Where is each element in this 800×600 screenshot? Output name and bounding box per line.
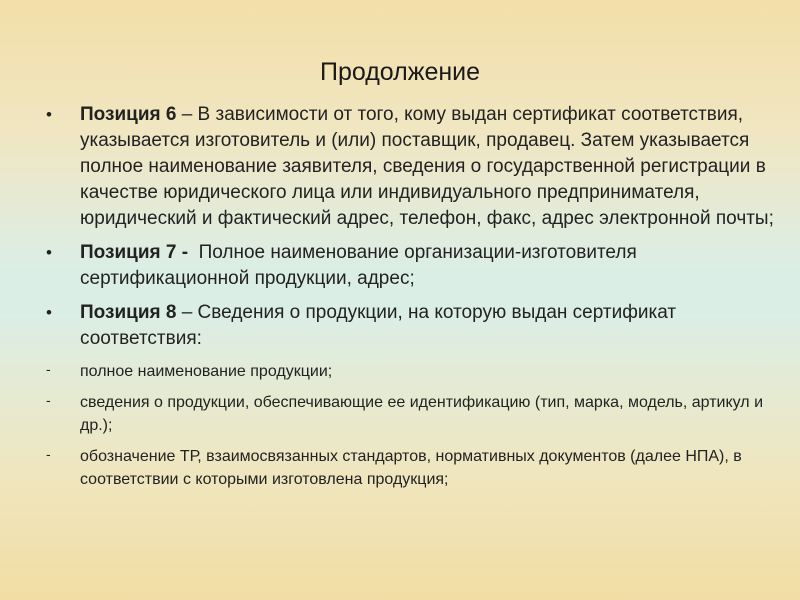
bullet-dot-icon: • [46, 303, 52, 322]
item-text: сведения о продукции, обеспечивающие ее идентификацию (тип, марка, модель, артикул и др.); [80, 394, 764, 434]
bullet-dash-icon: - [46, 446, 51, 462]
list-item [46, 445, 776, 491]
item-text: – В зависимости от того, кому выдан сертификат соответствия, указывается изготовитель и (или) поставщик, продавец. Затем указывается полное наименование заявителя, сведения о государственной регистрации в качестве юридического лица или индивидуального предпринимателя, юридический и фактический адрес, телефон, факс, адрес электронной почты; [80, 104, 774, 229]
item-lead: Позиция 7 - [80, 242, 189, 263]
bullet-dot-icon: • [46, 243, 52, 262]
bullet-dash-icon: - [46, 361, 51, 377]
bullet-dash-icon: - [46, 392, 51, 408]
item-lead: Позиция 8 [80, 302, 177, 323]
list-item [46, 391, 776, 437]
bullet-dot-icon: • [46, 105, 52, 124]
item-text: – Сведения о продукции, на которую выдан сертификат соответствия: [80, 302, 677, 349]
list-item [46, 102, 776, 232]
list-item [46, 360, 776, 383]
item-lead: Позиция 6 [80, 104, 177, 125]
bullet-list [46, 102, 776, 499]
item-text: Полное наименование организации-изготовителя сертификационной продукции, адрес; [80, 242, 643, 289]
slide-title: Продолжение [319, 58, 481, 86]
item-text: полное наименование продукции; [80, 363, 333, 380]
list-item [46, 300, 776, 352]
list-item [46, 240, 776, 292]
item-text: обозначение ТР, взаимосвязанных стандартов, нормативных документов (далее НПА), в соответствии с которыми изготовлена продукция; [80, 448, 742, 488]
